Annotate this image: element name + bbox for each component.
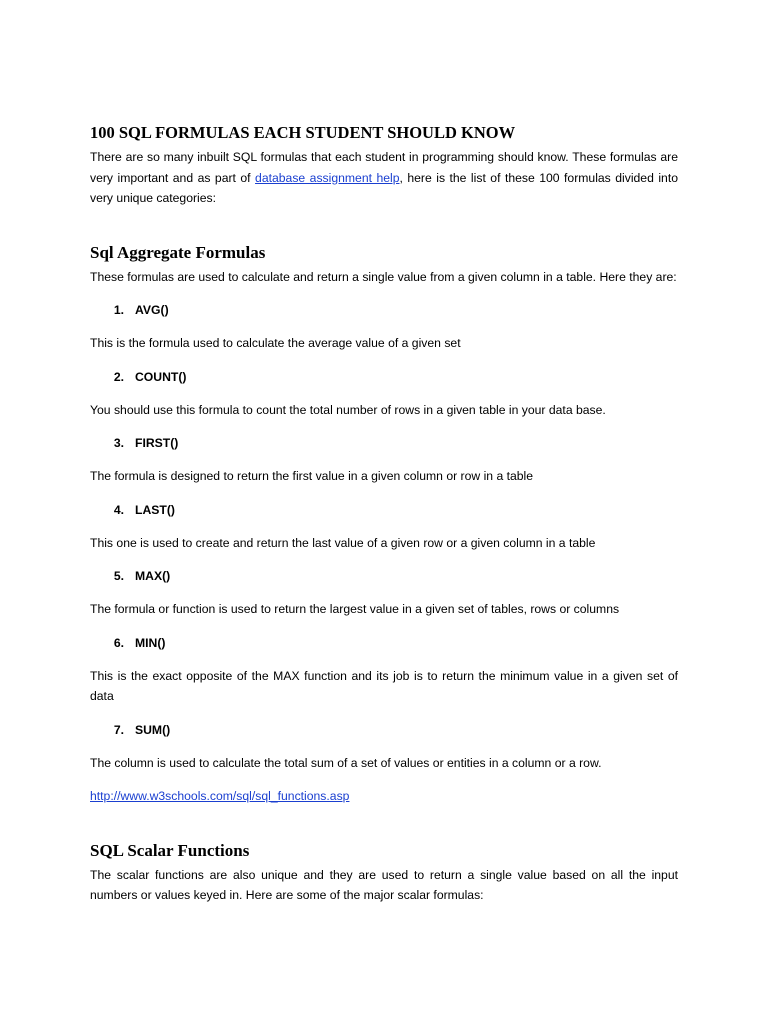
formula-item-first (90, 433, 678, 453)
formula-description: The formula is designed to return the first value in a given column or row in a table (90, 469, 534, 483)
formula-name: SUM() (135, 722, 171, 737)
reference-paragraph (90, 786, 678, 807)
formula-name: AVG() (135, 303, 169, 317)
spacer (90, 453, 678, 466)
formula-name: LAST() (135, 502, 175, 517)
formula-description: The column is used to calculate the total sum of a set of values or entities in a column or a row. (90, 755, 602, 770)
spacer (90, 387, 678, 400)
scalar-section-intro: The scalar functions are also unique and they are used to return a single value based on all the input numbers or values keyed in. Here are some of the major scalar formulas: (90, 867, 678, 902)
spacer (90, 653, 678, 666)
spacer (90, 740, 678, 753)
formula-item-count (90, 367, 678, 387)
spacer (90, 553, 678, 566)
formula-description: The formula or function is used to return the largest value in a given set of tables, rows or columns (90, 602, 620, 616)
spacer (90, 487, 678, 500)
spacer (90, 320, 678, 333)
spacer (90, 620, 678, 633)
aggregate-section-intro: These formulas are used to calculate and return a single value from a given column in a table. Here they are: (90, 269, 677, 284)
formula-name: COUNT() (135, 369, 187, 384)
formula-description: This is the exact opposite of the MAX function and its job is to return the minimum value in a given set of data (90, 668, 678, 703)
formula-description: This one is used to create and return the last value of a given row or a given column in a table (90, 535, 596, 550)
spacer (90, 287, 678, 300)
formula-item-last (90, 500, 678, 520)
formula-number: 6. (113, 635, 124, 650)
formula-description: You should use this formula to count the total number of rows in a given table in your data base. (90, 402, 606, 417)
formula-name: MAX() (135, 569, 171, 583)
spacer (90, 807, 678, 840)
spacer (90, 354, 678, 367)
formula-number: 7. (113, 722, 124, 737)
formula-number: 4. (113, 502, 124, 517)
spacer (90, 520, 678, 533)
w3schools-reference-link[interactable]: http://www.w3schools.com/sql/sql_functions.asp (90, 789, 350, 803)
intro-text-after-link: , here is the list of these 100 formulas divided into very unique categories: (90, 170, 678, 205)
formula-name: MIN() (135, 635, 166, 650)
spacer (90, 209, 678, 242)
intro-paragraph (90, 147, 678, 209)
formula-number: 2. (113, 369, 124, 384)
formula-item-avg (90, 300, 678, 320)
spacer (90, 773, 678, 786)
aggregate-section-heading: Sql Aggregate Formulas (90, 242, 266, 262)
page-title: 100 SQL FORMULAS EACH STUDENT SHOULD KNOW (90, 123, 516, 142)
intro-text-before-link: There are so many inbuilt SQL formulas that each student in programming should know. These formulas are very important and as part of (90, 150, 678, 185)
scalar-section-heading: SQL Scalar Functions (90, 840, 250, 860)
formula-number: 1. (113, 303, 124, 317)
formula-item-max (90, 566, 678, 586)
formula-description: This is the formula used to calculate the average value of a given set (90, 336, 461, 350)
database-assignment-help-link[interactable]: database assignment help (255, 170, 400, 185)
formula-name: FIRST() (135, 436, 179, 450)
formula-item-min (90, 633, 678, 653)
spacer (90, 420, 678, 433)
spacer (90, 586, 678, 599)
formula-number: 3. (113, 436, 124, 450)
spacer (90, 707, 678, 720)
formula-number: 5. (113, 569, 124, 583)
formula-item-sum (90, 720, 678, 740)
